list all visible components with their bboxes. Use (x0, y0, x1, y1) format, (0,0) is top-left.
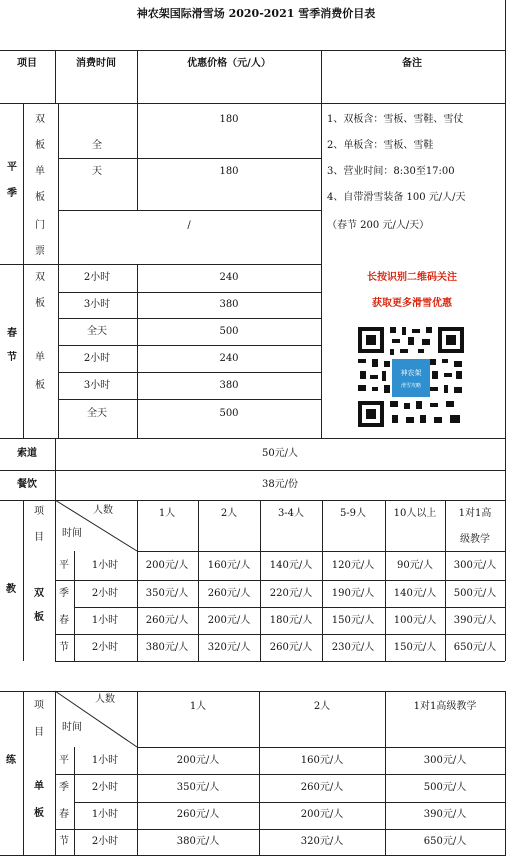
allday-char: 天 (92, 166, 102, 177)
rule (137, 691, 138, 856)
rule (198, 500, 199, 661)
rule (74, 802, 505, 803)
price-cell: 320元/人 (207, 642, 251, 653)
board-char: 板 (35, 380, 45, 391)
rule (23, 500, 24, 661)
time-label: 时间 (62, 722, 82, 733)
rule (58, 158, 321, 159)
price-cell: 650元/人 (423, 836, 467, 847)
price-cell: 160元/人 (300, 755, 344, 766)
season-char: 节 (59, 642, 69, 653)
remark-line: 1、双板含：雪板、雪鞋、雪仗 (327, 114, 464, 125)
price-cell: 390元/人 (453, 615, 497, 626)
price-cell: 150元/人 (393, 642, 437, 653)
board-char: 板 (35, 140, 45, 151)
column-header: 1人 (158, 508, 176, 519)
dining-price: 38元/份 (261, 479, 299, 490)
column-header: 级教学 (460, 534, 490, 545)
price-cell: 260元/人 (145, 615, 189, 626)
rule (505, 691, 506, 856)
rule (445, 500, 446, 661)
rule (58, 292, 321, 293)
rule (137, 551, 505, 552)
price-cell: 260元/人 (269, 642, 313, 653)
column-header: 10人以上 (393, 508, 437, 519)
price-value: 500 (219, 326, 239, 337)
page-title: 神农架国际滑雪场 2020-2021 雪季消费价目表 (136, 7, 376, 20)
price-cell: 200元/人 (176, 755, 220, 766)
remark-line: 3、营业时间：8:30至17:00 (327, 166, 455, 177)
time-value: 2小时 (83, 272, 111, 283)
season-char: 季 (59, 588, 69, 599)
duration: 2小时 (91, 836, 119, 847)
season-char: 平 (59, 560, 69, 571)
rule (58, 399, 321, 400)
rule (23, 103, 24, 438)
board-char: 双 (35, 272, 45, 283)
rule (55, 661, 505, 662)
price-cell: 140元/人 (393, 588, 437, 599)
board-char: 板 (35, 192, 45, 203)
promo-text: 获取更多滑雪优惠 (372, 298, 452, 309)
rule (58, 372, 321, 373)
season-char: 春 (59, 615, 69, 626)
price-cell: 380元/人 (145, 642, 189, 653)
item-char: 项 (34, 506, 44, 517)
remark-line: （春节 200 元/人/天） (327, 220, 430, 231)
rule (0, 50, 505, 51)
time-label: 时间 (62, 528, 82, 539)
price-cell: 500元/人 (453, 588, 497, 599)
promo-text: 长按识别二维码关注 (367, 272, 457, 283)
board-char: 板 (35, 298, 45, 309)
time-value: 3小时 (83, 299, 111, 310)
season-char: 季 (7, 188, 17, 199)
price-value: 500 (219, 408, 239, 419)
price-cell: 200元/人 (300, 809, 344, 820)
rule (0, 264, 321, 265)
time-value: 2小时 (83, 353, 111, 364)
price-cell: 140元/人 (269, 560, 313, 571)
duration: 2小时 (91, 782, 119, 793)
time-value: 全天 (87, 326, 107, 337)
column-header: 2人 (220, 508, 238, 519)
svg-text:神农架: 神农架 (400, 369, 422, 377)
rule (137, 50, 138, 103)
season-char: 节 (7, 352, 17, 363)
board-char: 单 (35, 352, 45, 363)
people-label: 人数 (93, 505, 113, 516)
column-header: 1人 (189, 701, 207, 712)
item-char: 目 (34, 532, 44, 543)
rule (385, 500, 386, 661)
price-value: 240 (219, 272, 239, 283)
rule (260, 500, 261, 661)
board-char: 双 (34, 588, 44, 599)
price-cell: 260元/人 (176, 809, 220, 820)
remark-line: 4、自带滑雪装备 100 元/人/天 (327, 192, 466, 203)
dining-label: 餐饮 (17, 479, 37, 490)
duration: 1小时 (91, 809, 119, 820)
rule (55, 50, 56, 103)
people-label: 人数 (95, 694, 115, 705)
svg-text:滑雪攻略: 滑雪攻略 (400, 383, 422, 389)
rule (58, 103, 59, 438)
ticket-char: 票 (35, 246, 45, 257)
column-header: 5-9人 (339, 508, 367, 519)
column-header: 1对1高 (458, 508, 492, 519)
price-cell: 500元/人 (423, 782, 467, 793)
price-cell: 150元/人 (331, 615, 375, 626)
board-char: 双 (35, 114, 45, 125)
cableway-price: 50元/人 (261, 448, 299, 459)
rule (321, 50, 322, 438)
price-cell: 260元/人 (300, 782, 344, 793)
rule (58, 318, 321, 319)
price-value: 180 (219, 166, 239, 177)
duration: 1小时 (91, 755, 119, 766)
board-char: 板 (34, 612, 44, 623)
price-cell: 650元/人 (453, 642, 497, 653)
price-cell: 300元/人 (423, 755, 467, 766)
rule (58, 210, 321, 211)
price-cell: 390元/人 (423, 809, 467, 820)
price-value: / (187, 220, 191, 231)
rule (55, 774, 505, 775)
price-cell: 190元/人 (331, 588, 375, 599)
rule (0, 470, 505, 471)
allday-char: 全 (92, 140, 102, 151)
duration: 1小时 (91, 615, 119, 626)
cableway-label: 索道 (17, 448, 37, 459)
qr-code-icon[interactable] (356, 325, 466, 429)
rule (137, 264, 138, 438)
price-value: 180 (219, 114, 239, 125)
item-char: 项 (34, 700, 44, 711)
time-value: 全天 (87, 408, 107, 419)
rule (74, 607, 505, 608)
header-remark: 备注 (402, 58, 422, 69)
season-char: 春 (59, 809, 69, 820)
price-cell: 320元/人 (300, 836, 344, 847)
remark-line: 2、单板含：雪板、雪鞋 (327, 140, 434, 151)
price-cell: 200元/人 (207, 615, 251, 626)
board-char: 单 (35, 166, 45, 177)
column-header: 2人 (313, 701, 331, 712)
season-char: 平 (59, 755, 69, 766)
price-cell: 350元/人 (145, 588, 189, 599)
rule (505, 0, 506, 661)
price-cell: 300元/人 (453, 560, 497, 571)
rule (0, 438, 505, 439)
season-char: 平 (7, 162, 17, 173)
time-value: 3小时 (83, 380, 111, 391)
price-cell: 350元/人 (176, 782, 220, 793)
price-cell: 220元/人 (269, 588, 313, 599)
price-cell: 380元/人 (176, 836, 220, 847)
side-char: 练 (6, 755, 16, 766)
rule (322, 500, 323, 661)
rule (55, 634, 505, 635)
header-price: 优惠价格（元/人） (187, 58, 271, 69)
rule (55, 580, 505, 581)
rule (137, 747, 505, 748)
board-char: 板 (34, 808, 44, 819)
season-char: 节 (59, 836, 69, 847)
rule (58, 345, 321, 346)
duration: 2小时 (91, 642, 119, 653)
board-char: 单 (34, 781, 44, 792)
price-cell: 260元/人 (207, 588, 251, 599)
ticket-char: 门 (35, 220, 45, 231)
price-cell: 90元/人 (396, 560, 434, 571)
rule (259, 691, 260, 856)
side-char: 教 (6, 584, 16, 595)
price-cell: 200元/人 (145, 560, 189, 571)
rule (137, 103, 138, 210)
rule (0, 855, 505, 856)
rule (137, 500, 138, 661)
rule (0, 103, 505, 104)
rule (55, 829, 505, 830)
rule (74, 747, 75, 856)
rule (74, 551, 75, 661)
price-value: 240 (219, 353, 239, 364)
column-header: 3-4人 (277, 508, 305, 519)
header-item: 项目 (17, 58, 37, 69)
price-value: 380 (219, 380, 239, 391)
price-cell: 100元/人 (393, 615, 437, 626)
price-cell: 120元/人 (331, 560, 375, 571)
header-time: 消费时间 (76, 58, 116, 69)
price-cell: 230元/人 (331, 642, 375, 653)
season-char: 春 (7, 328, 17, 339)
item-char: 目 (34, 727, 44, 738)
rule (385, 691, 386, 856)
price-cell: 160元/人 (207, 560, 251, 571)
rule (23, 691, 24, 856)
price-cell: 180元/人 (269, 615, 313, 626)
duration: 1小时 (91, 560, 119, 571)
column-header: 1对1高级教学 (413, 701, 477, 712)
season-char: 季 (59, 782, 69, 793)
price-value: 380 (219, 299, 239, 310)
duration: 2小时 (91, 588, 119, 599)
